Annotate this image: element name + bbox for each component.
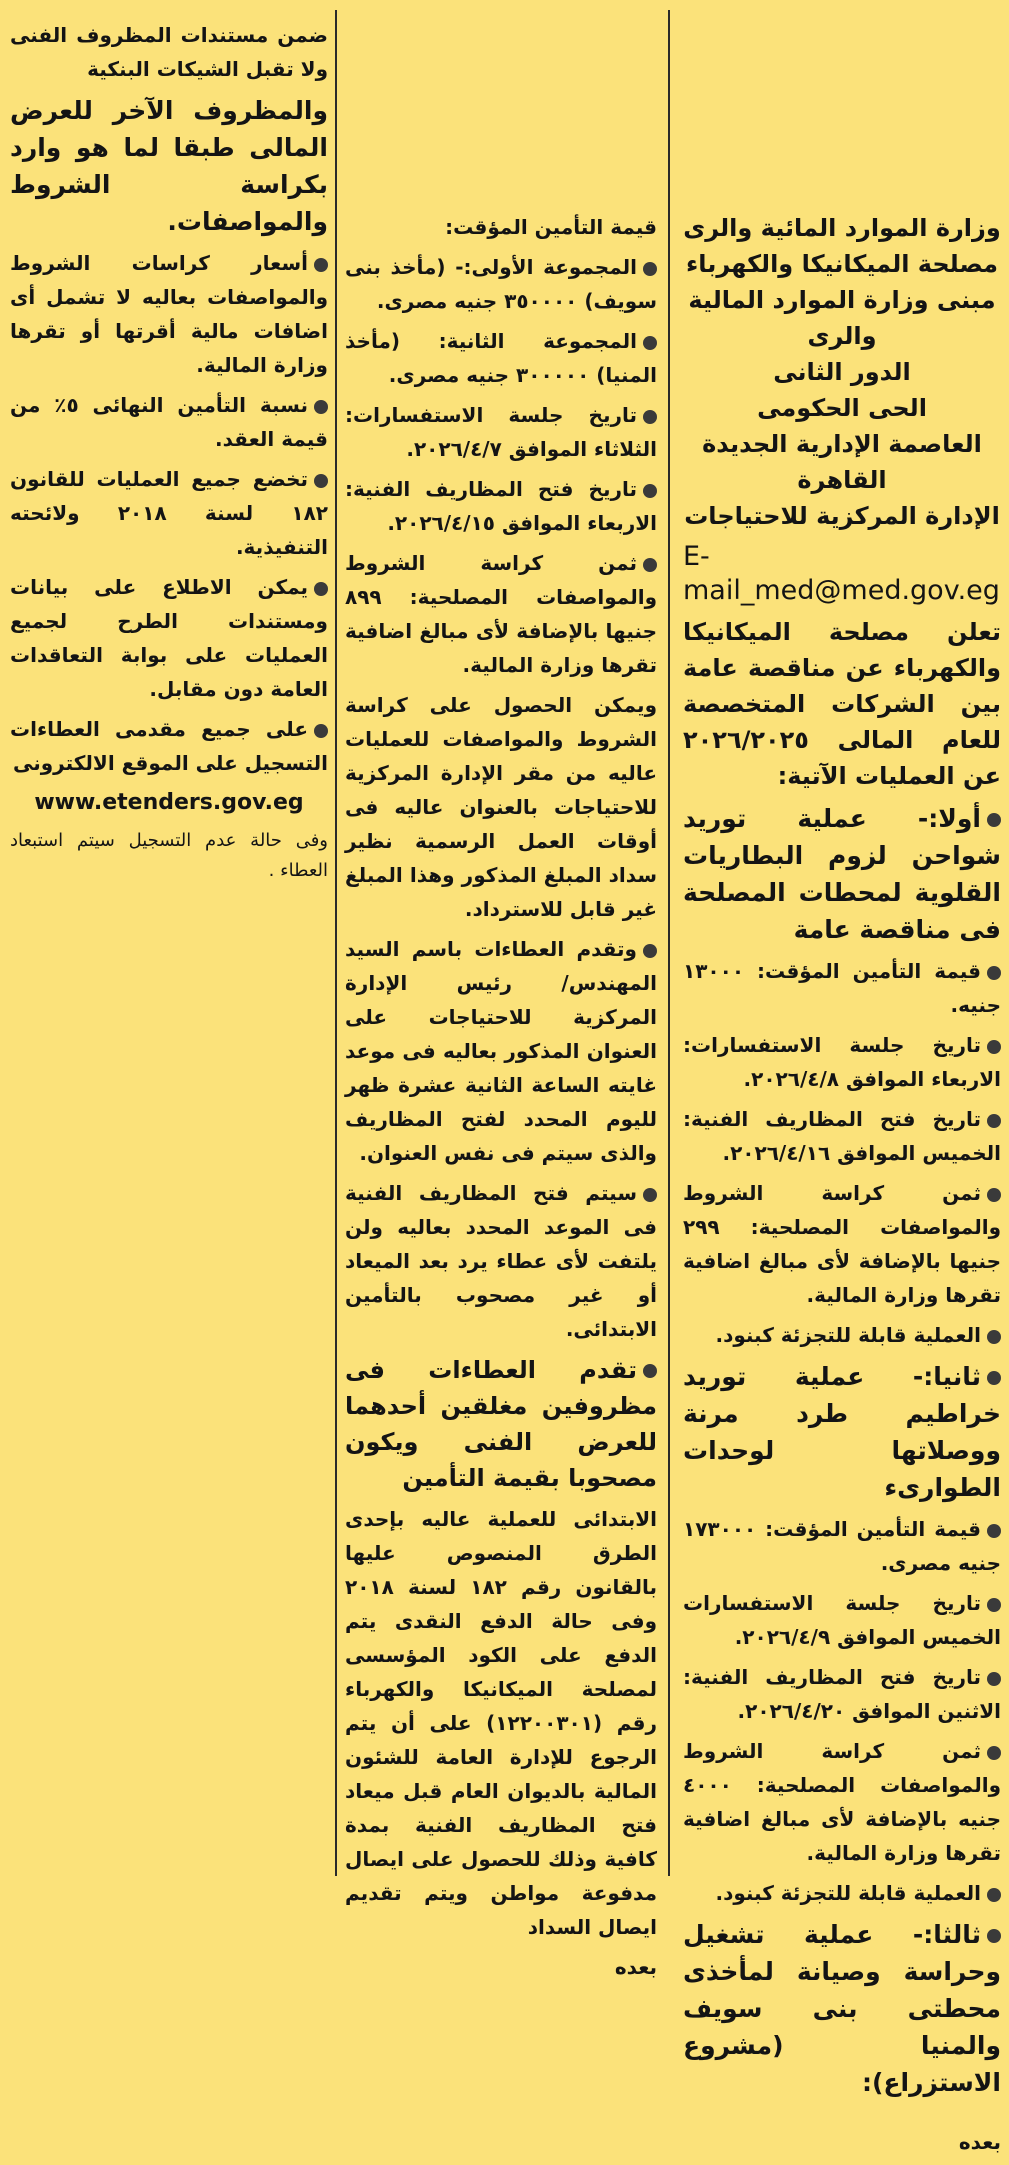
item2-bullet: قيمة التأمين المؤقت: ١٧٣٠٠٠ جنيه مصرى. — [683, 1517, 1001, 1575]
middle-bullet: تاريخ فتح المظاريف الفنية: الاربعاء الموافق ٢٠٢٦/٤/١٥. — [345, 477, 657, 535]
bullet-icon — [314, 258, 328, 272]
submission-text: وتقدم العطاءات باسم السيد المهندس/ رئيس الإدارة المركزية للاحتياجات على العنوان المذكور بعاليه فى موعد غايته الساعة الثانية عشرة ظهر لليوم المحدد لفتح المظاريف والذى سيتم فى نفس العنوان. — [345, 937, 657, 1165]
bullet-icon — [643, 336, 657, 350]
bullet-icon — [314, 724, 328, 738]
left-bullet: أسعار كراسات الشروط والمواصفات بعاليه لا تشمل أى اضافات مالية أقرتها أو تقرها وزارة المالية. — [10, 251, 328, 377]
bullet-icon — [987, 1114, 1001, 1128]
insurance-label: قيمة التأمين المؤقت: — [445, 215, 657, 239]
bullet-icon — [987, 1672, 1001, 1686]
left-bullet: تخضع جميع العمليات للقانون ١٨٢ لسنة ٢٠١٨ ولائحته التنفيذية. — [10, 467, 328, 559]
item2-bullet: تاريخ جلسة الاستفسارات الخميس الموافق ٢٠٢٦/٤/٩. — [683, 1591, 1001, 1649]
payment-text: الابتدائى للعملية عاليه بإحدى الطرق المنصوص عليها بالقانون رقم ١٨٢ لسنة ٢٠١٨ وفى حالة الدفع النقدى يتم الدفع على الكود المؤسسى لمصلحة الميكانيكا والكهرباء رقم (١٢٢٠٠٣٠١) على أن يتم الرجوع للإدارة العامة للشئون المالية بالديوان العام قبل ميعاد فتح المظاريف الفنية بمدة كافية وذلك للحصول على ايصال مدفوعة مواطن ويتم تقديم ايصال السداد — [345, 1507, 657, 1939]
bullet-icon — [643, 262, 657, 276]
bullet-icon — [987, 1330, 1001, 1344]
bullet-icon — [987, 1598, 1001, 1612]
bullet-icon — [987, 966, 1001, 980]
left-bullet: على جميع مقدمى العطاءات التسجيل على الموقع الالكترونى — [10, 717, 328, 775]
left-bullet: يمكن الاطلاع على بيانات ومستندات الطرح لجميع العمليات على بوابة التعاقدات العامة دون مقابل. — [10, 575, 328, 701]
bullet-icon — [987, 1888, 1001, 1902]
closing-note: وفى حالة عدم التسجيل سيتم استبعاد العطاء . — [10, 830, 328, 881]
continued-label: بعده — [958, 2130, 1001, 2154]
item1-bullet: ثمن كراسة الشروط والمواصفات المصلحية: ٢٩٩ جنيها بالإضافة لأى مبالغ اضافية تقرها وزارة المالية. — [683, 1181, 1001, 1307]
envelopes-text: تقدم العطاءات فى مظروفين مغلقين أحدهما للعرض الفنى ويكون مصحوبا بقيمة التأمين — [345, 1356, 657, 1492]
right-column — [683, 210, 1001, 2165]
opening-lines: ضمن مستندات المظروف الفنى ولا تقبل الشيكات البنكية — [10, 23, 328, 81]
continued-label: بعده — [614, 1955, 657, 1979]
left-column — [10, 18, 328, 892]
column-divider-right — [668, 10, 670, 1876]
item2-bullet: تاريخ فتح المظاريف الفنية: الاثنين الموافق ٢٠٢٦/٤/٢٠. — [683, 1665, 1001, 1723]
item1-bullet: العملية قابلة للتجزئة كبنود. — [683, 1318, 1001, 1352]
bullet-icon — [314, 400, 328, 414]
bullet-icon — [987, 1188, 1001, 1202]
middle-column — [345, 210, 657, 1990]
middle-bullet: المجموعة الثانية: (مأخذ المنيا) ٣٠٠٠٠٠ جنيه مصرى. — [345, 329, 657, 387]
item1-bullet: تاريخ فتح المظاريف الفنية: الخميس الموافق ٢٠٢٦/٤/١٦. — [683, 1107, 1001, 1165]
item1-title: أولا:- عملية توريد شواحن لزوم البطاريات القلوية لمحطات المصلحة فى مناقصة عامة — [683, 804, 1001, 944]
item2-title: ثانيا:- عملية توريد خراطيم طرد مرنة ووصلاتها لوحدات الطوارىء — [683, 1362, 1001, 1502]
bullet-icon — [643, 410, 657, 424]
bullet-icon — [987, 813, 1001, 827]
financial-envelope-text: والمظروف الآخر للعرض المالى طبقا لما هو وارد بكراسة الشروط والمواصفات. — [10, 96, 328, 236]
bullet-icon — [643, 484, 657, 498]
item2-bullet: العملية قابلة للتجزئة كبنود. — [683, 1876, 1001, 1910]
ministry-heading: وزارة الموارد المائية والرى مصلحة الميكانيكا والكهرباء مبنى وزارة الموارد المالية والرى الدور الثانى الحى الحكومى العاصمة الإدارية الجديدة القاهرة الإدارة المركزية للاحتياجات — [683, 214, 1001, 530]
bullet-icon — [314, 474, 328, 488]
opening-text: سيتم فتح المظاريف الفنية فى الموعد المحدد بعاليه ولن يلتفت لأى عطاء يرد بعد الميعاد أو غير مصحوب بالتأمين الابتدائى. — [345, 1181, 657, 1341]
column-divider-left — [335, 10, 337, 1876]
item2-bullet: ثمن كراسة الشروط والمواصفات المصلحية: ٤٠٠٠ جنيه بالإضافة لأى مبالغ اضافية تقرها وزارة المالية. — [683, 1739, 1001, 1865]
left-bullet: نسبة التأمين النهائى ٥٪ من قيمة العقد. — [10, 393, 328, 451]
bullet-icon — [643, 944, 657, 958]
middle-bullet: المجموعة الأولى:- (مأخذ بنى سويف) ٣٥٠٠٠٠ جنيه مصرى. — [345, 255, 657, 313]
bullet-icon — [987, 1371, 1001, 1385]
item1-bullet: قيمة التأمين المؤقت: ١٣٠٠٠ جنيه. — [683, 959, 1001, 1017]
bullet-icon — [987, 1929, 1001, 1943]
bullet-icon — [643, 1188, 657, 1202]
item3-title: ثالثا:- عملية تشغيل وحراسة وصيانة لمأخذى محطتى بنى سويف والمنيا (مشروع الاستزراع): — [683, 1920, 1001, 2097]
bullet-icon — [643, 558, 657, 572]
item1-bullet: تاريخ جلسة الاستفسارات: الاربعاء الموافق ٢٠٢٦/٤/٨. — [683, 1033, 1001, 1091]
bullet-icon — [987, 1524, 1001, 1538]
obtain-specs-text: ويمكن الحصول على كراسة الشروط والمواصفات للعمليات عاليه من مقر الإدارة المركزية للاحتياجات بالعنوان عاليه فى أوقات العمل الرسمية نظير سداد المبلغ المذكور وهذا المبلغ غير قابل للاسترداد. — [345, 693, 657, 921]
bullet-icon — [987, 1746, 1001, 1760]
tender-intro: تعلن مصلحة الميكانيكا والكهرباء عن مناقصة عامة بين الشركات المتخصصة للعام المالى ٢٠٢٦/٢٠٢٥ عن العمليات الآتية: — [683, 618, 1001, 790]
bullet-icon — [987, 1040, 1001, 1054]
middle-bullet: تاريخ جلسة الاستفسارات: الثلاثاء الموافق ٢٠٢٦/٤/٧. — [345, 403, 657, 461]
bullet-icon — [643, 1364, 657, 1378]
middle-bullet: ثمن كراسة الشروط والمواصفات المصلحية: ٨٩٩ جنيها بالإضافة لأى مبالغ اضافية تقرها وزارة المالية. — [345, 551, 657, 677]
bullet-icon — [314, 582, 328, 596]
contact-email: E-mail_med@med.gov.eg — [683, 541, 1000, 606]
etenders-url[interactable]: www.etenders.gov.eg — [34, 790, 304, 815]
